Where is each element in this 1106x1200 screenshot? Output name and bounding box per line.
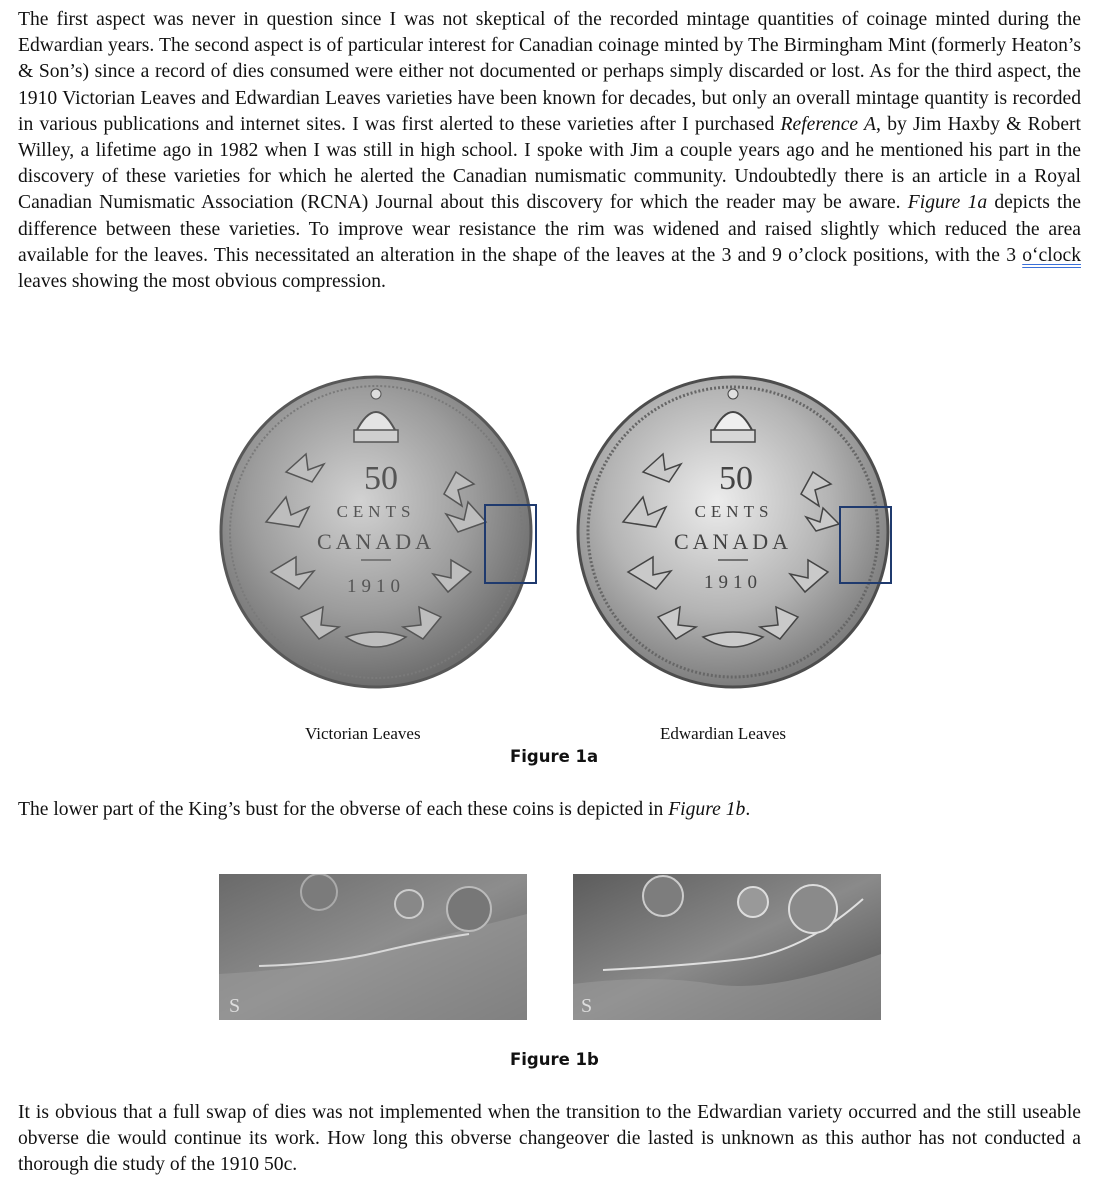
figure-1a-reference: Figure 1a (907, 192, 988, 214)
caption-victorian-leaves: Victorian Leaves (305, 724, 421, 743)
caption-edwardian-leaves: Edwardian Leaves (660, 724, 787, 743)
coin-1-value: 50 (364, 460, 398, 497)
coin-1-cents: CENTS (336, 502, 416, 521)
coin-2-year: 1910 (704, 572, 762, 593)
body-paragraph-3: It is obvious that a full swap of dies was not implemented when the transition to the Edwardian variety occurred and the still useable obverse die would continue its work. How long this obverse changeover die lasted is unknown as this author has not conducted a thorough die study of the 1910 50c. (18, 1102, 1081, 1176)
body-paragraph-1 (18, 7, 1081, 295)
coin-edwardian-leaves (571, 372, 901, 707)
figure-1b-label: Figure 1b (510, 1050, 599, 1069)
paragraph-1-text-b: , by Jim Haxby & Robert Willey, a lifetime ago in 1982 when I was still in high school. I spoke with Jim a couple years ago and he mentioned his part in the discovery of these varieties for which he alerted the Canadian numismatic community. Undoubtedly there is an article in a Royal Canadian Numismatic Association (RCNA) Journal about this discovery for which the reader may be aware. (18, 113, 1081, 214)
coin-1-country: CANADA (316, 529, 436, 554)
paragraph-2-text-b: . (745, 799, 751, 820)
reference-a-italic: Reference A (780, 113, 877, 135)
svg-text:S: S (581, 995, 593, 1017)
body-paragraph-2 (18, 797, 1081, 823)
coin-victorian-leaves (216, 372, 546, 707)
coin-2-cents: CENTS (694, 502, 774, 521)
paragraph-1-text-a: The first aspect was never in question since I was not skeptical of the recorded mintage quantities of coinage minted during the Edwardian years. The second aspect is of particular interest for Canadian coinage minted by The Birmingham Mint (formerly Heaton’s & Son’s) since a record of dies consumed were either not documented or perhaps simply discarded or lost. As for the third aspect, the 1910 Victorian Leaves and Edwardian Leaves varieties have been known for decades, but only an overall mintage quantity is recorded in various publications and internet sites. I was first alerted to these varieties after I purchased (18, 9, 1081, 135)
coin-1-year: 1910 (347, 576, 405, 597)
figure-1b-reference: Figure 1b (668, 799, 746, 820)
oclock-underlined: o‘clock (1022, 244, 1081, 266)
figure-1a-label: Figure 1a (510, 747, 599, 766)
svg-text:S: S (229, 995, 241, 1017)
paragraph-2-text-a: The lower part of the King’s bust for the obverse of each these coins is depicted in (18, 799, 669, 820)
paragraph-1-text-c: depicts the difference between these varieties. To improve wear resistance the rim was widened and raised slightly which reduced the area available for the leaves. This necessitated an alteration in the shape of the leaves at the 3 and 9 o’clock positions, with the 3 (18, 192, 1081, 266)
coin-2-value: 50 (719, 460, 753, 497)
paragraph-1-text-d: leaves showing the most obvious compression. (18, 271, 386, 293)
coin-2-country: CANADA (673, 529, 793, 554)
bust-detail-victorian (219, 874, 527, 1025)
bust-detail-edwardian (573, 874, 881, 1025)
